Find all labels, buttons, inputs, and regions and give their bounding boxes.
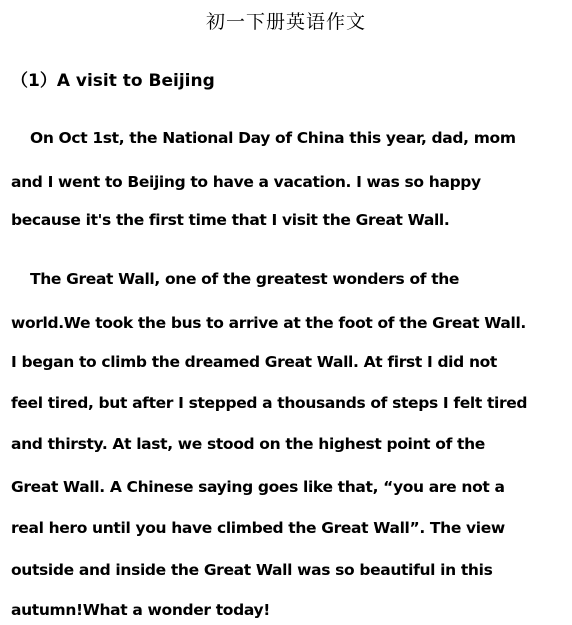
paragraph-line: real hero until you have climbed the Great Wall”. The view bbox=[11, 519, 505, 537]
paragraph-line: and thirsty. At last, we stood on the highest point of the bbox=[11, 435, 485, 453]
paragraph-line: and I went to Beijing to have a vacation. I was so happy bbox=[11, 173, 481, 191]
essay-heading: （1）A visit to Beijing bbox=[11, 71, 215, 91]
document-title: 初一下册英语作文 bbox=[205, 11, 366, 33]
paragraph-line: outside and inside the Great Wall was so beautiful in this bbox=[11, 561, 493, 579]
paragraph-line: because it's the first time that I visit the Great Wall. bbox=[11, 211, 450, 229]
paragraph-line: autumn!What a wonder today! bbox=[11, 601, 270, 619]
paragraph-line: On Oct 1st, the National Day of China this year, dad, mom bbox=[30, 129, 516, 147]
paragraph-line: I began to climb the dreamed Great Wall. At first I did not bbox=[11, 353, 497, 371]
paragraph-line: feel tired, but after I stepped a thousands of steps I felt tired bbox=[11, 394, 528, 412]
paragraph-line: The Great Wall, one of the greatest wonders of the bbox=[30, 270, 460, 288]
paragraph-line: world.We took the bus to arrive at the foot of the Great Wall. bbox=[11, 314, 526, 332]
paragraph-line: Great Wall. A Chinese saying goes like that, “you are not a bbox=[11, 478, 505, 496]
